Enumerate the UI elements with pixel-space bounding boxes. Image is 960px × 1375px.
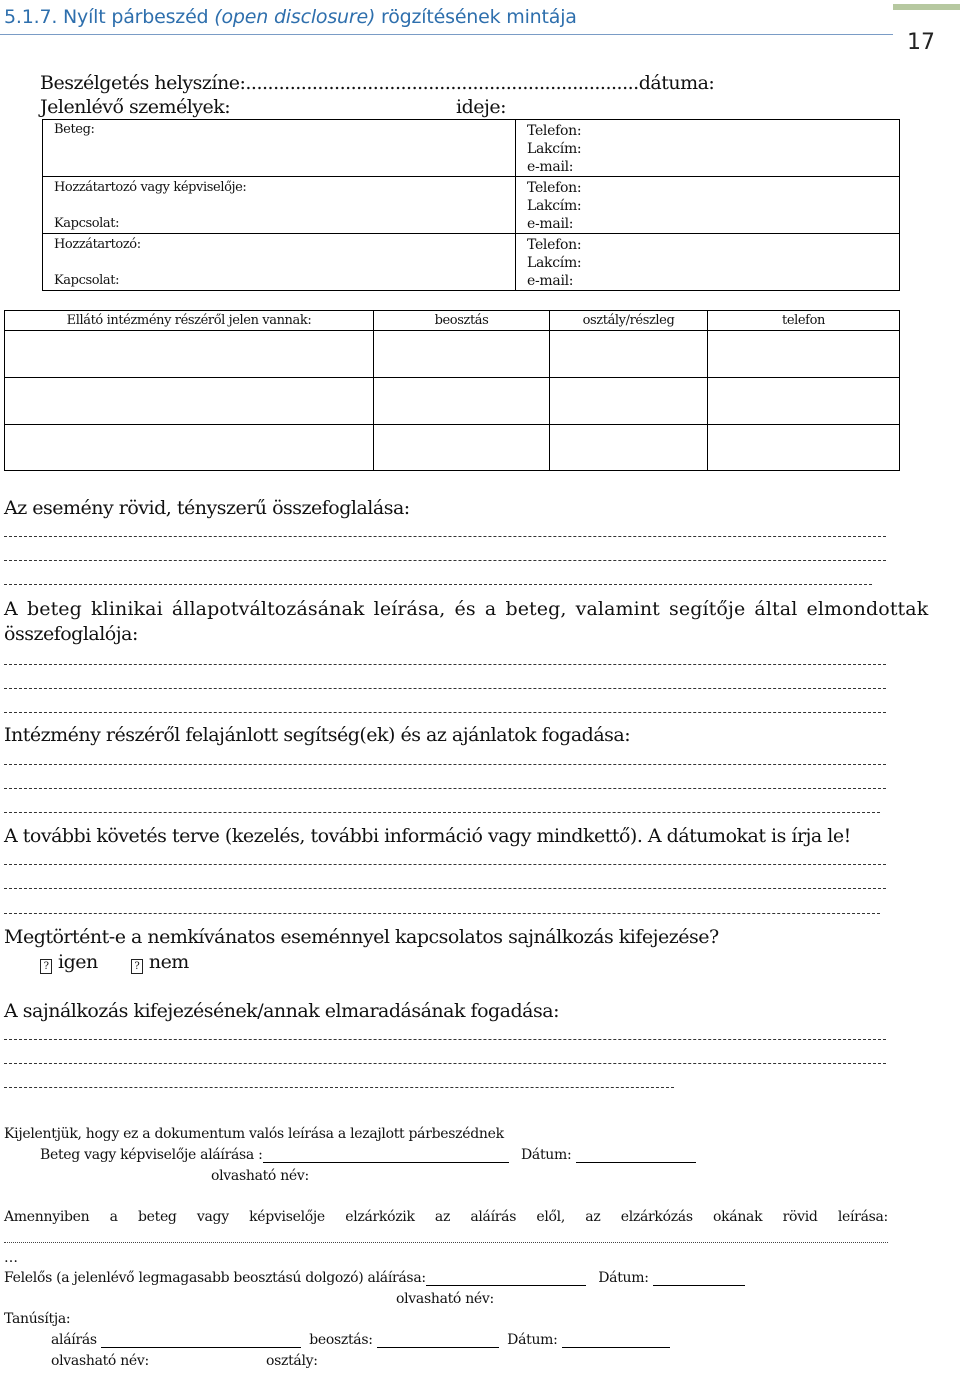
answer-line[interactable] <box>4 788 886 789</box>
answer-line[interactable] <box>4 1087 674 1088</box>
refusal-word: elzárkózik <box>345 1209 415 1225</box>
refusal-word: az <box>585 1209 601 1225</box>
refusal-answer-line[interactable] <box>4 1242 888 1243</box>
persons-table <box>42 119 900 291</box>
relative-rep-cell[interactable]: Hozzátartozó vagy képviselője: Kapcsolat: <box>43 177 516 234</box>
answer-line[interactable] <box>4 1039 886 1040</box>
staff-position-cell[interactable] <box>374 378 550 425</box>
answer-line[interactable] <box>4 888 886 889</box>
patient-cell[interactable]: Beteg: <box>43 120 516 177</box>
answer-line[interactable] <box>4 664 886 665</box>
answer-line[interactable] <box>4 864 886 865</box>
refusal-word: az <box>434 1209 451 1225</box>
regret-question: Megtörtént-e a nemkívánatos eseménnyel kapcsolatos sajnálkozás kifejezése? <box>4 926 719 948</box>
no-checkbox[interactable]: ? <box>131 959 143 974</box>
responsible-date-field[interactable] <box>653 1272 745 1286</box>
witness-department: osztály: <box>266 1353 318 1369</box>
location-dots: ....................................................................... <box>245 72 639 94</box>
staff-department-cell[interactable] <box>550 425 708 471</box>
answer-line[interactable] <box>4 812 880 813</box>
refusal-word: elzárkózás <box>620 1209 693 1225</box>
time-label: ideje: <box>456 96 507 118</box>
regret-reception-label: A sajnálkozás kifejezésének/annak elmaradásának fogadása: <box>4 1000 559 1022</box>
followup-label: A további követés terve (kezelés, további információ vagy mindkettő). A dátumokat is írja le! <box>4 825 851 847</box>
answer-line[interactable] <box>4 913 880 914</box>
responsible-signature-row: Felelős (a jelenlévő legmagasabb beosztású dolgozó) aláírása: Dátum: <box>4 1270 745 1286</box>
answer-line[interactable] <box>4 536 886 537</box>
refusal-word: vagy <box>196 1209 229 1225</box>
clinical-label-line2: összefoglalója: <box>4 623 138 645</box>
answer-line[interactable] <box>4 764 886 765</box>
header-accent-bar <box>893 4 960 10</box>
header-present-staff: Ellátó intézmény részéről jelen vannak: <box>5 311 374 331</box>
summary-label: Az esemény rövid, tényszerű összefoglalása: <box>4 497 410 519</box>
relative-rep-contact-cell[interactable]: Telefon: Lakcím: e-mail: <box>516 177 900 234</box>
refusal-word: rövid <box>782 1209 818 1225</box>
header-phone: telefon <box>708 311 900 331</box>
table-row <box>5 378 900 425</box>
clinical-label-line1: A beteg klinikai állapotváltozásának leírása, és a beteg, valamint segítője által elmondottak <box>4 598 929 620</box>
table-row <box>5 331 900 378</box>
responsible-signature-field[interactable] <box>426 1272 586 1286</box>
witness-signature-row: aláírás beosztás: Dátum: <box>51 1332 670 1348</box>
refusal-word: aláírás <box>470 1209 517 1225</box>
refusal-word: Amennyiben <box>4 1209 90 1225</box>
staff-table-header <box>5 311 900 331</box>
patient-contact-cell[interactable]: Telefon: Lakcím: e-mail: <box>516 120 900 177</box>
yes-label: igen <box>58 951 98 973</box>
staff-table <box>4 310 900 471</box>
answer-line[interactable] <box>4 584 872 585</box>
page-number: 17 <box>907 30 935 55</box>
witness-signature-field[interactable] <box>101 1334 301 1348</box>
patient-signature-row: Beteg vagy képviselője aláírása : Dátum: <box>40 1147 696 1163</box>
witness-printed-name: olvasható név: <box>51 1353 149 1369</box>
relative-cell[interactable]: Hozzátartozó: Kapcsolat: <box>43 234 516 291</box>
patient-printed-name: olvasható név: <box>211 1168 309 1184</box>
staff-department-cell[interactable] <box>550 378 708 425</box>
refusal-ellipsis: … <box>4 1250 18 1266</box>
refusal-word: okának <box>712 1209 763 1225</box>
regret-options <box>40 951 189 974</box>
staff-phone-cell[interactable] <box>708 378 900 425</box>
no-label: nem <box>148 951 189 973</box>
declaration-statement: Kijelentjük, hogy ez a dokumentum valós leírása a lezajlott párbeszédnek <box>4 1126 504 1142</box>
present-persons-label: Jelenlévő személyek: <box>40 96 231 118</box>
responsible-printed-name: olvasható név: <box>396 1291 494 1307</box>
help-offered-label: Intézmény részéről felajánlott segítség(ek) és az ajánlatok fogadása: <box>4 724 631 746</box>
refusal-line <box>4 1209 888 1225</box>
section-heading: 5.1.7. Nyílt párbeszéd (open disclosure) rögzítésének mintája <box>4 6 577 28</box>
staff-name-cell[interactable] <box>5 425 374 471</box>
refusal-word: elől, <box>536 1209 566 1225</box>
header-rule <box>0 34 893 35</box>
answer-line[interactable] <box>4 1063 886 1064</box>
refusal-word: beteg <box>137 1209 177 1225</box>
witness-date-field[interactable] <box>562 1334 670 1348</box>
table-row <box>5 425 900 471</box>
staff-position-cell[interactable] <box>374 331 550 378</box>
staff-name-cell[interactable] <box>5 331 374 378</box>
header-department: osztály/részleg <box>550 311 708 331</box>
refusal-word: képviselője <box>249 1209 325 1225</box>
staff-phone-cell[interactable] <box>708 331 900 378</box>
staff-name-cell[interactable] <box>5 378 374 425</box>
answer-line[interactable] <box>4 688 886 689</box>
witness-position-field[interactable] <box>377 1334 499 1348</box>
staff-department-cell[interactable] <box>550 331 708 378</box>
answer-line[interactable] <box>4 560 886 561</box>
patient-signature-field[interactable] <box>263 1149 509 1163</box>
answer-line[interactable] <box>4 712 886 713</box>
patient-date-field[interactable] <box>576 1149 696 1163</box>
yes-checkbox[interactable]: ? <box>40 959 52 974</box>
refusal-word: a <box>109 1209 118 1225</box>
staff-position-cell[interactable] <box>374 425 550 471</box>
witness-label: Tanúsítja: <box>4 1311 71 1327</box>
refusal-word: leírása: <box>837 1209 888 1225</box>
header-position: beosztás <box>374 311 550 331</box>
relative-contact-cell[interactable]: Telefon: Lakcím: e-mail: <box>516 234 900 291</box>
location-line: Beszélgetés helyszíne:.......................................................................dátuma: <box>40 72 715 94</box>
staff-phone-cell[interactable] <box>708 425 900 471</box>
